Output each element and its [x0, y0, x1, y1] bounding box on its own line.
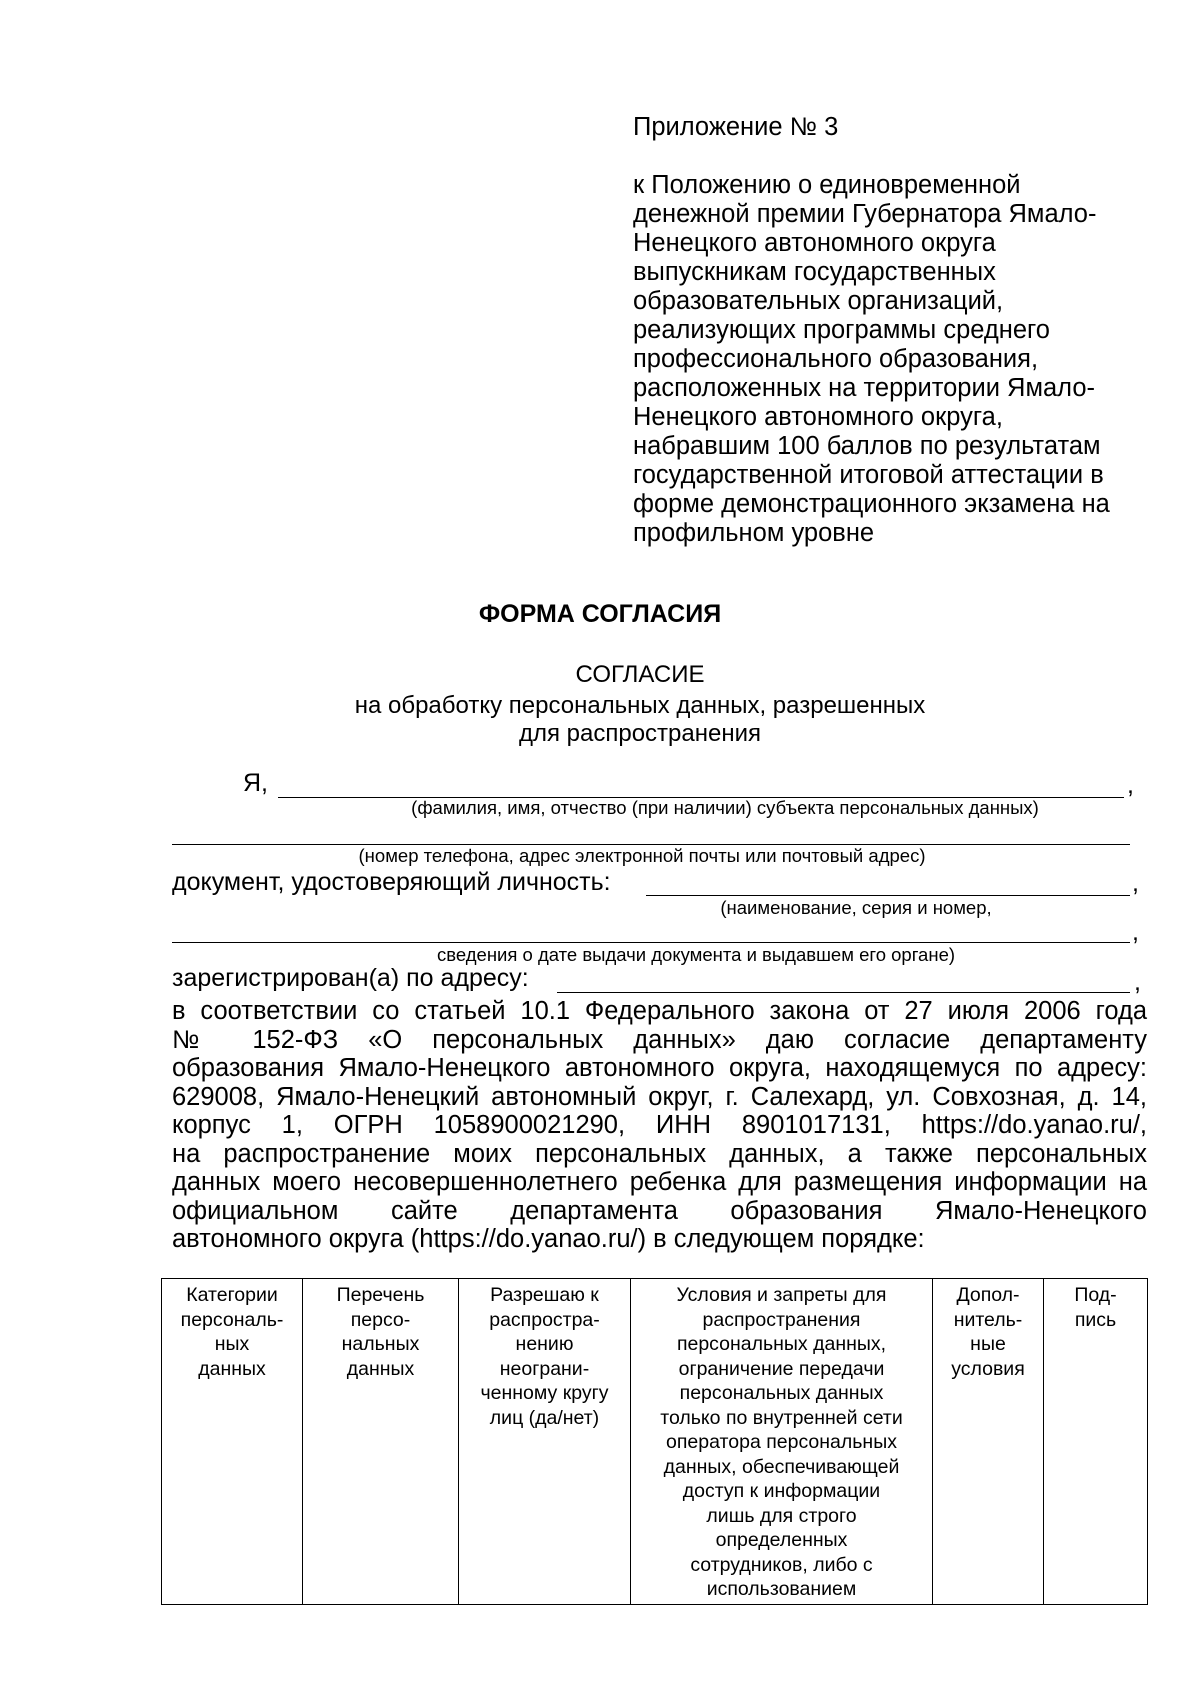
- table-header-line: пись: [1074, 1308, 1117, 1331]
- table-header-line: Под-: [1074, 1284, 1117, 1306]
- appendix-line: набравшим 100 баллов по результатам: [633, 432, 1101, 460]
- document-label: документ, удостоверяющий личность:: [172, 868, 611, 896]
- table-header-line: Допол-: [956, 1284, 1020, 1306]
- paragraph-line: в соответствии со статьей 10.1 Федерального закона от 27 июля 2006 года: [172, 997, 1147, 1025]
- appendix-number: Приложение № 3: [633, 113, 839, 141]
- table-header-cell: [631, 1279, 933, 1605]
- table-header-line: условия: [951, 1357, 1025, 1380]
- appendix-line: денежной премии Губернатора Ямало-: [633, 200, 1097, 228]
- appendix-line: профильном уровне: [633, 519, 875, 547]
- paragraph-line: № 152-ФЗ «О персональных данных» даю согласие департаменту: [172, 1025, 1147, 1054]
- document-field-note: (наименование, серия и номер,: [720, 897, 992, 918]
- table-header-line: оператора персональных: [666, 1431, 897, 1453]
- issue-info-note: сведения о дате выдачи документа и выдавшем его органе): [436, 944, 956, 965]
- table-header-line: определенных: [715, 1529, 848, 1551]
- contact-field-note: (номер телефона, адрес электронной почты или почтовый адрес): [358, 845, 926, 866]
- table-header-row: [162, 1279, 1148, 1605]
- table-header-line: ные: [970, 1333, 1006, 1355]
- paragraph-line: на распространение моих персональных данных, а также персональных: [172, 1139, 1147, 1168]
- appendix-text: [633, 171, 1133, 548]
- table-header-line: Разрешаю к: [490, 1284, 599, 1306]
- consent-subtitle-line-1: на обработку персональных данных, разрешенных: [354, 692, 926, 719]
- appendix-line: выпускникам государственных: [633, 258, 996, 286]
- table-header-line: только по внутренней сети: [660, 1406, 903, 1429]
- table-header-line: ченному кругу: [480, 1382, 609, 1404]
- name-field-note: (фамилия, имя, отчество (при наличии) субъекта персональных данных): [411, 797, 1039, 818]
- consent-paragraph: [172, 997, 1147, 1254]
- consent-title: СОГЛАСИЕ: [575, 661, 705, 688]
- appendix-line: расположенных на территории Ямало-: [633, 374, 1096, 402]
- appendix-line: к Положению о единовременной: [633, 171, 1021, 199]
- address-field[interactable]: [557, 992, 1130, 993]
- table-header-line: нитель-: [953, 1308, 1023, 1331]
- table-header-line: персональных данных: [679, 1382, 884, 1404]
- table-header-line: Категории: [186, 1284, 278, 1306]
- consent-subtitle-line-2: для распространения: [518, 720, 761, 747]
- table-header-line: персональ-: [180, 1308, 284, 1331]
- paragraph-line: 629008, Ямало-Ненецкий автономный округ, г. Салехард, ул. Совхозная, д. 14,: [172, 1082, 1147, 1111]
- table-header-line: нальных: [341, 1333, 420, 1355]
- table-header-line: неограни-: [499, 1357, 590, 1380]
- document-comma: ,: [1132, 869, 1139, 897]
- table-header-line: персональных данных,: [676, 1333, 887, 1355]
- appendix-line: профессионального образования,: [633, 345, 1039, 373]
- paragraph-line: корпус 1, ОГРН 1058900021290, ИНН 8901017131, https://do.yanao.ru/,: [172, 1111, 1147, 1139]
- document-field[interactable]: [646, 895, 1130, 896]
- consent-table: [161, 1278, 1148, 1605]
- table-header-line: ограничение передачи: [678, 1357, 885, 1380]
- table-header-line: использованием: [706, 1578, 857, 1600]
- paragraph-line: автономного округа (https://do.yanao.ru/) в следующем порядке:: [172, 1225, 925, 1253]
- table-header-line: данных: [346, 1357, 415, 1380]
- table-header-cell: [162, 1279, 303, 1605]
- table-header-line: сотрудников, либо с: [690, 1553, 873, 1576]
- paragraph-line: официальном сайте департамента образования Ямало-Ненецкого: [172, 1196, 1147, 1225]
- table-header-line: доступ к информации: [682, 1480, 881, 1502]
- table-header-line: персо-: [350, 1308, 411, 1331]
- appendix-line: Ненецкого автономного округа,: [633, 403, 1003, 431]
- name-comma: ,: [1127, 771, 1134, 799]
- table-header-line: Перечень: [336, 1284, 425, 1306]
- name-prefix: Я,: [243, 769, 268, 797]
- table-header-cell: [933, 1279, 1044, 1605]
- form-title: ФОРМА СОГЛАСИЯ: [478, 600, 722, 628]
- table-header-line: лиц (да/нет): [489, 1406, 600, 1429]
- appendix-block: [633, 113, 1133, 548]
- table-header-cell: [1044, 1279, 1148, 1605]
- table-header-line: данных, обеспечивающей: [663, 1455, 900, 1478]
- consent-heading: [0, 661, 1200, 748]
- issue-info-field[interactable]: [172, 942, 1130, 943]
- table-header-line: Условия и запреты для: [676, 1284, 887, 1306]
- table-header-line: ных: [214, 1333, 250, 1355]
- paragraph-line: данных моего несовершеннолетнего ребенка для размещения информации на: [172, 1168, 1147, 1196]
- appendix-line: форме демонстрационного экзамена на: [633, 490, 1110, 518]
- address-comma: ,: [1134, 968, 1141, 996]
- table-header-line: лишь для строго: [706, 1504, 857, 1527]
- table-header-cell: [459, 1279, 631, 1605]
- table-header-line: нению: [515, 1333, 574, 1355]
- paragraph-line: образования Ямало-Ненецкого автономного округа, находящемуся по адресу:: [172, 1054, 1147, 1082]
- table-header-cell: [303, 1279, 459, 1605]
- table-header-line: данных: [198, 1357, 266, 1380]
- address-label: зарегистрирован(а) по адресу:: [172, 964, 529, 992]
- appendix-line: государственной итоговой аттестации в: [633, 461, 1104, 489]
- issue-info-comma: ,: [1132, 918, 1139, 946]
- appendix-line: реализующих программы среднего: [633, 316, 1050, 344]
- table-header-line: распростра-: [489, 1308, 600, 1331]
- appendix-line: Ненецкого автономного округа: [633, 229, 996, 257]
- appendix-line: образовательных организаций,: [633, 287, 1004, 315]
- table-header-line: распространения: [702, 1308, 861, 1331]
